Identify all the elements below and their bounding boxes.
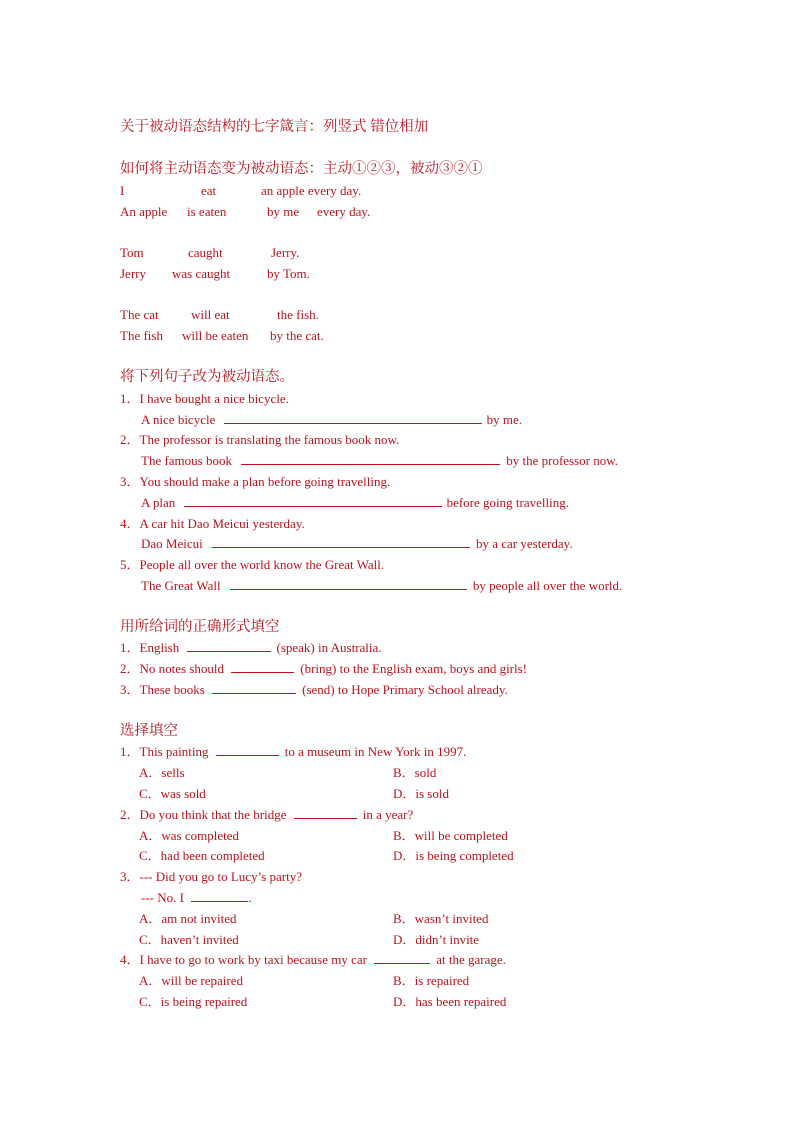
item-number: 4．: [120, 952, 140, 967]
item-end: by people all over the world.: [472, 578, 623, 593]
option-a[interactable]: A．will be repaired: [139, 973, 243, 988]
item-end: by the professor now.: [506, 453, 619, 468]
option-b[interactable]: B．sold: [393, 765, 437, 780]
example-word: Tom: [120, 245, 144, 260]
example-word: by the cat.: [270, 328, 324, 343]
item-text: Do you think that the bridge: [139, 807, 287, 822]
section-heading-rewrite: 将下列句子改为被动语态。: [120, 369, 294, 385]
item-text: to a museum in New York in 1997.: [284, 744, 467, 759]
example-word: by me: [267, 204, 300, 219]
option-d[interactable]: D．is being completed: [393, 848, 514, 863]
option-b[interactable]: B．is repaired: [393, 973, 470, 988]
answer-blank[interactable]: [216, 744, 279, 756]
option-c[interactable]: C．haven’t invited: [139, 932, 239, 947]
item-sentence: You should make a plan before going travelling.: [139, 474, 391, 489]
item-sentence: The professor is translating the famous book now.: [139, 432, 400, 447]
item-number: 2．: [120, 807, 140, 822]
answer-blank[interactable]: [187, 640, 271, 652]
fill-in-item-2: [120, 661, 527, 677]
item-number: 3．: [120, 869, 140, 884]
item-sentence: People all over the world know the Great Wall.: [139, 557, 385, 572]
option-c[interactable]: C．was sold: [139, 786, 206, 801]
example-word: An apple: [120, 204, 168, 219]
item-text: --- Did you go to Lucy’s party?: [139, 869, 302, 884]
item-text: English: [139, 640, 180, 655]
item-number: 1．: [120, 391, 140, 406]
item-end: before going travelling.: [446, 495, 569, 510]
example-word: Jerry: [120, 266, 146, 281]
item-start: The famous book: [141, 453, 232, 468]
fill-in-item-1: [120, 640, 382, 656]
item-text: in a year?: [362, 807, 414, 822]
option-c[interactable]: C．is being repaired: [139, 994, 248, 1009]
answer-blank[interactable]: [294, 807, 357, 819]
item-number: 2．: [120, 661, 140, 676]
example-word: the fish.: [277, 307, 319, 322]
example-word: The fish: [120, 328, 163, 343]
item-text: (speak) in Australia.: [276, 640, 382, 655]
example-word: was caught: [172, 266, 231, 281]
example-word: I: [120, 183, 125, 198]
answer-blank[interactable]: [212, 536, 470, 548]
item-start: The Great Wall: [141, 578, 221, 593]
item-text: This painting: [139, 744, 209, 759]
conversion-rule: 如何将主动语态变为被动语态：主动①②③，被动③②①: [120, 161, 483, 177]
example-word: eat: [201, 183, 217, 198]
example-word: The cat: [120, 307, 159, 322]
item-text: I have to go to work by taxi because my car: [139, 952, 367, 967]
example-word: is eaten: [187, 204, 227, 219]
option-b[interactable]: B．wasn’t invited: [393, 911, 489, 926]
item-text: These books: [139, 682, 205, 697]
example-word: by Tom.: [267, 266, 310, 281]
item-sentence: I have bought a nice bicycle.: [139, 391, 289, 406]
option-d[interactable]: D．is sold: [393, 786, 449, 801]
fill-in-item-3: [120, 682, 508, 698]
option-a[interactable]: A．am not invited: [139, 911, 237, 926]
answer-blank[interactable]: [212, 682, 296, 694]
item-text: No notes should: [139, 661, 225, 676]
item-number: 1．: [120, 744, 140, 759]
item-text: --- No. I: [141, 890, 184, 905]
section-heading-multiple-choice: 选择填空: [120, 723, 178, 739]
item-sentence: A car hit Dao Meicui yesterday.: [139, 516, 305, 531]
option-a[interactable]: A．was completed: [139, 828, 240, 843]
section-heading-fill-in: 用所给词的正确形式填空: [120, 619, 280, 635]
item-text: .: [248, 890, 252, 905]
option-a[interactable]: A．sells: [139, 765, 185, 780]
item-number: 4．: [120, 516, 140, 531]
item-number: 1．: [120, 640, 140, 655]
answer-blank[interactable]: [241, 453, 500, 465]
option-b[interactable]: B．will be completed: [393, 828, 508, 843]
item-text: at the garage.: [436, 952, 506, 967]
item-start: Dao Meicui: [141, 536, 203, 551]
item-number: 3．: [120, 474, 140, 489]
item-start: A nice bicycle: [141, 412, 216, 427]
item-text: (send) to Hope Primary School already.: [302, 682, 508, 697]
example-word: caught: [188, 245, 223, 260]
example-word: Jerry.: [271, 245, 300, 260]
example-word: an apple every day.: [261, 183, 362, 198]
item-end: by me.: [486, 412, 522, 427]
example-word: every day.: [317, 204, 371, 219]
option-d[interactable]: D．has been repaired: [393, 994, 507, 1009]
option-c[interactable]: C．had been completed: [139, 848, 265, 863]
item-end: by a car yesterday.: [475, 536, 573, 551]
item-number: 5．: [120, 557, 140, 572]
answer-blank[interactable]: [231, 661, 294, 673]
item-text: (bring) to the English exam, boys and girls!: [300, 661, 528, 676]
page-title: 关于被动语态结构的七字箴言：列竖式 错位相加: [120, 119, 429, 135]
example-word: will eat: [191, 307, 230, 322]
answer-blank[interactable]: [191, 890, 248, 902]
option-d[interactable]: D．didn’t invite: [393, 932, 480, 947]
answer-blank[interactable]: [184, 495, 442, 507]
example-word: will be eaten: [182, 328, 249, 343]
item-number: 3．: [120, 682, 140, 697]
answer-blank[interactable]: [374, 952, 430, 964]
answer-blank[interactable]: [224, 412, 482, 424]
item-number: 2．: [120, 432, 140, 447]
item-start: A plan: [141, 495, 176, 510]
answer-blank[interactable]: [230, 578, 467, 590]
